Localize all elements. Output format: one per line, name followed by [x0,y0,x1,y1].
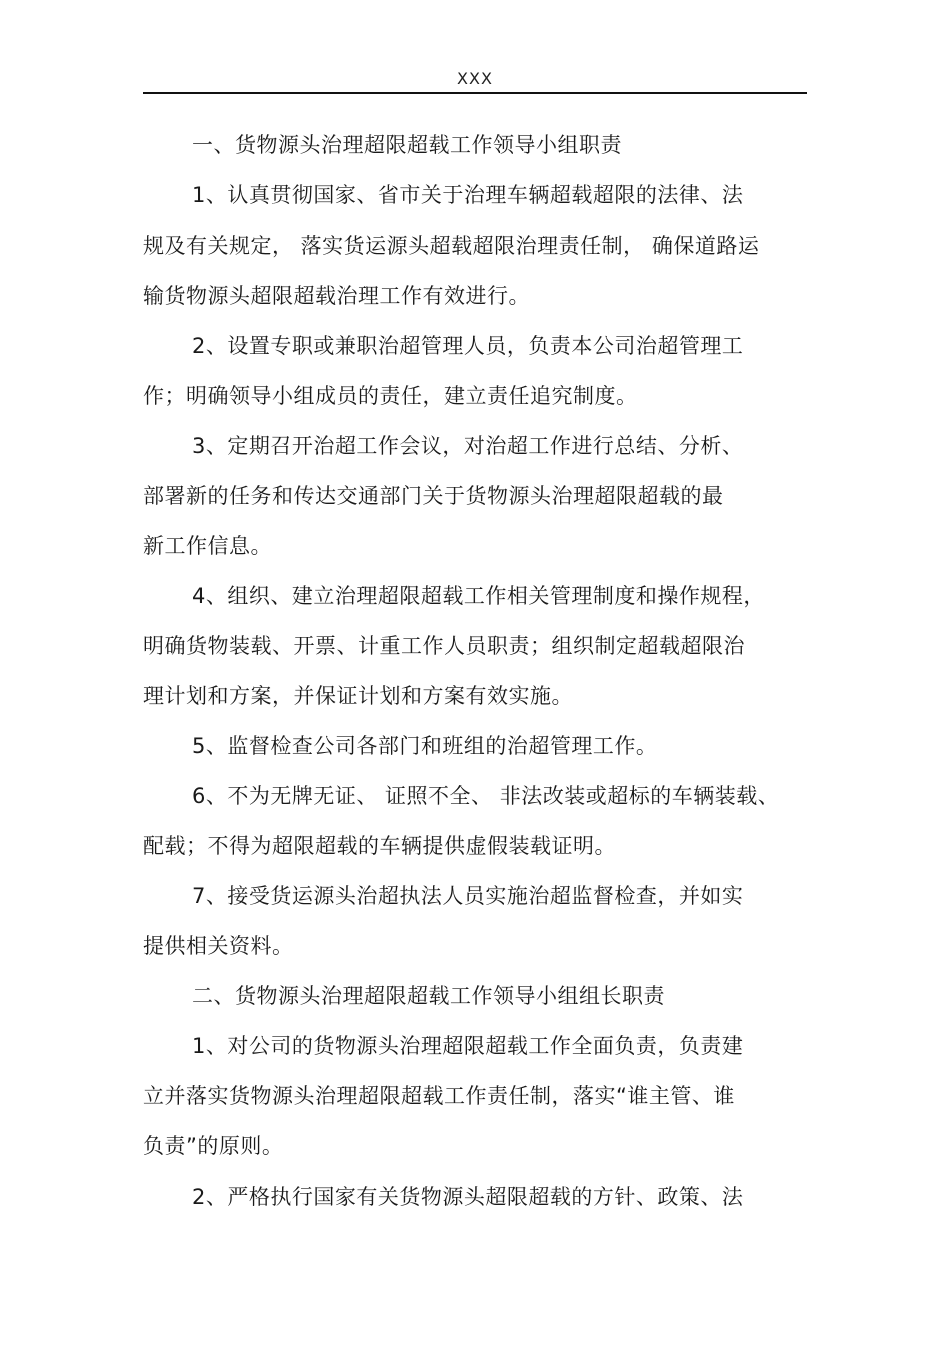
paragraph-line: 提供相关资料。 [143,934,294,958]
section-heading-1: 一、货物源头治理超限超载工作领导小组职责 [192,133,622,157]
paragraph-line: 负责”的原则。 [143,1134,284,1158]
section-heading-2: 二、货物源头治理超限超载工作领导小组组长职责 [192,984,665,1008]
paragraph-line: 2、严格执行国家有关货物源头超限超载的方针、政策、法 [192,1185,744,1209]
paragraph-line: 作；明确领导小组成员的责任，建立责任追究制度。 [143,384,638,408]
paragraph-line: 5、监督检查公司各部门和班组的治超管理工作。 [192,734,658,758]
paragraph-line: 2、设置专职或兼职治超管理人员，负责本公司治超管理工 [192,334,744,358]
paragraph-line: 规及有关规定， 落实货运源头超载超限治理责任制， 确保道路运 [143,234,760,258]
paragraph-line: 明确货物装载、开票、计重工作人员职责；组织制定超载超限治 [143,634,745,658]
paragraph-line: 输货物源头超限超载治理工作有效进行。 [143,284,530,308]
page-header-title: XXX [457,69,493,88]
paragraph-line: 新工作信息。 [143,534,272,558]
paragraph-line: 1、对公司的货物源头治理超限超载工作全面负责，负责建 [192,1034,744,1058]
paragraph-line: 理计划和方案，并保证计划和方案有效实施。 [143,684,573,708]
paragraph-line: 7、接受货运源头治超执法人员实施治超监督检查，并如实 [192,884,744,908]
paragraph-line: 4、组织、建立治理超限超载工作相关管理制度和操作规程， [192,584,765,608]
header-divider [143,92,807,94]
paragraph-line: 部署新的任务和传达交通部门关于货物源头治理超限超载的最 [143,484,724,508]
paragraph-line: 立并落实货物源头治理超限超载工作责任制，落实“谁主管、谁 [143,1084,735,1108]
paragraph-line: 6、不为无牌无证、 证照不全、 非法改装或超标的车辆装载、 [192,784,780,808]
paragraph-line: 1、认真贯彻国家、省市关于治理车辆超载超限的法律、法 [192,183,744,207]
paragraph-line: 配载；不得为超限超载的车辆提供虚假装载证明。 [143,834,616,858]
paragraph-line: 3、定期召开治超工作会议，对治超工作进行总结、分析、 [192,434,744,458]
